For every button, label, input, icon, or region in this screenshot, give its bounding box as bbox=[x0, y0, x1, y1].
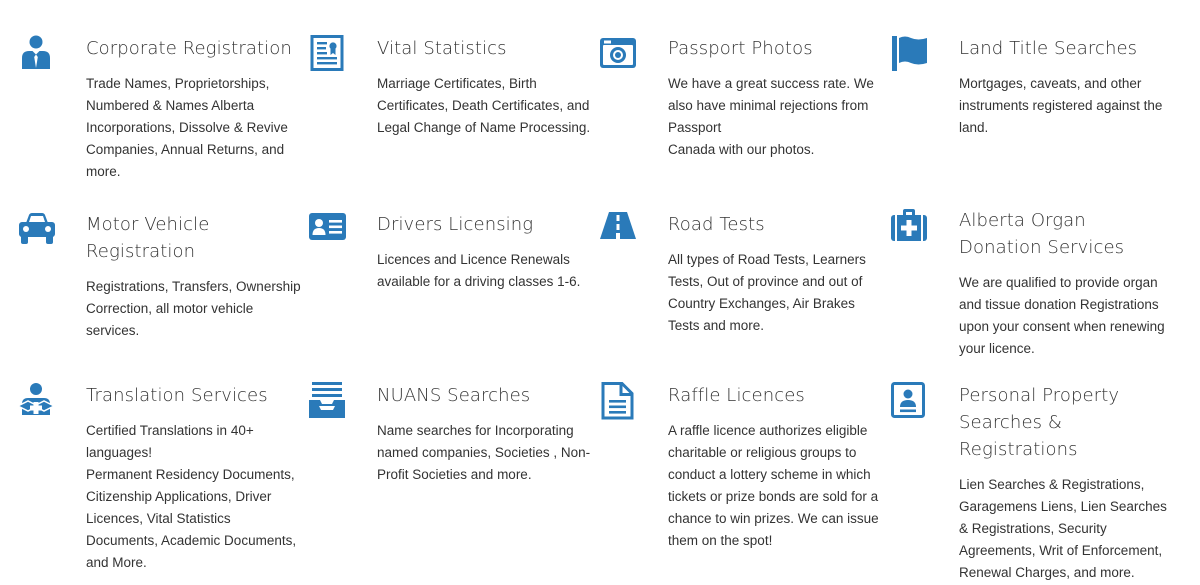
service-description: All types of Road Tests, Learners Tests, Out of province and out of Country Exchanges, Air Brakes Tests and more. bbox=[668, 252, 866, 333]
road-icon bbox=[600, 211, 640, 251]
camera-icon bbox=[600, 35, 640, 75]
certificate-icon bbox=[309, 35, 349, 75]
id-card-icon bbox=[309, 211, 349, 251]
translation-person-icon bbox=[18, 382, 58, 422]
service-title: NUANS Searches bbox=[377, 385, 531, 406]
document-icon bbox=[600, 382, 640, 422]
service-description: Trade Names, Proprietorships, Numbered & Names Alberta Incorporations, Dissolve & Revive Companies, Annual Returns, and more. bbox=[86, 76, 288, 179]
service-title: Motor Vehicle Registration bbox=[86, 214, 210, 262]
service-description: Licences and Licence Renewals available for a driving classes 1-6. bbox=[377, 252, 581, 289]
businessman-icon bbox=[18, 35, 58, 75]
service-description: Mortgages, caveats, and other instruments registered against the land. bbox=[959, 76, 1163, 135]
service-title: Alberta Organ Donation Services bbox=[959, 210, 1125, 258]
service-title: Personal Property Searches & Registrations bbox=[959, 385, 1120, 460]
service-title: Raffle Licences bbox=[668, 385, 805, 406]
service-description: Certified Translations in 40+ languages! Permanent Residency Documents, Citizenship Applications, Driver Licences, Vital Statistics Documents, Academic Documents, and More. bbox=[86, 423, 297, 570]
service-description: Name searches for Incorporating named companies, Societies , Non-Profit Societies and more. bbox=[377, 423, 591, 482]
service-description: Lien Searches & Registrations, Garagemens Liens, Lien Searches & Registrations, Security Agreements, Writ of Enforcement, Renewal Charges, and more. bbox=[959, 477, 1167, 580]
service-title: Vital Statistics bbox=[377, 38, 507, 59]
car-icon bbox=[18, 211, 58, 251]
service-description: We have a great success rate. We also have minimal rejections from Passport Canada with our photos. bbox=[668, 76, 874, 157]
service-description: Marriage Certificates, Birth Certificates, Death Certificates, and Legal Change of Name Processing. bbox=[377, 76, 591, 135]
service-title: Road Tests bbox=[668, 214, 765, 235]
service-title: Translation Services bbox=[86, 385, 268, 406]
service-title: Land Title Searches bbox=[959, 38, 1138, 59]
service-description: Registrations, Transfers, Ownership Correction, all motor vehicle services. bbox=[86, 279, 301, 338]
inbox-icon bbox=[309, 382, 349, 422]
flag-icon bbox=[891, 35, 931, 75]
service-title: Drivers Licensing bbox=[377, 214, 534, 235]
service-title: Corporate Registration bbox=[86, 38, 292, 59]
service-description: A raffle licence authorizes eligible charitable or religious groups to conduct a lottery scheme in which tickets or prize bonds are sold for a chance to win prizes. We can issue them on the spot! bbox=[668, 423, 879, 548]
portrait-icon bbox=[891, 382, 931, 422]
medical-kit-icon bbox=[891, 207, 931, 247]
service-title: Passport Photos bbox=[668, 38, 813, 59]
service-description: We are qualified to provide organ and tissue donation Registrations upon your consent when renewing your licence. bbox=[959, 275, 1165, 356]
